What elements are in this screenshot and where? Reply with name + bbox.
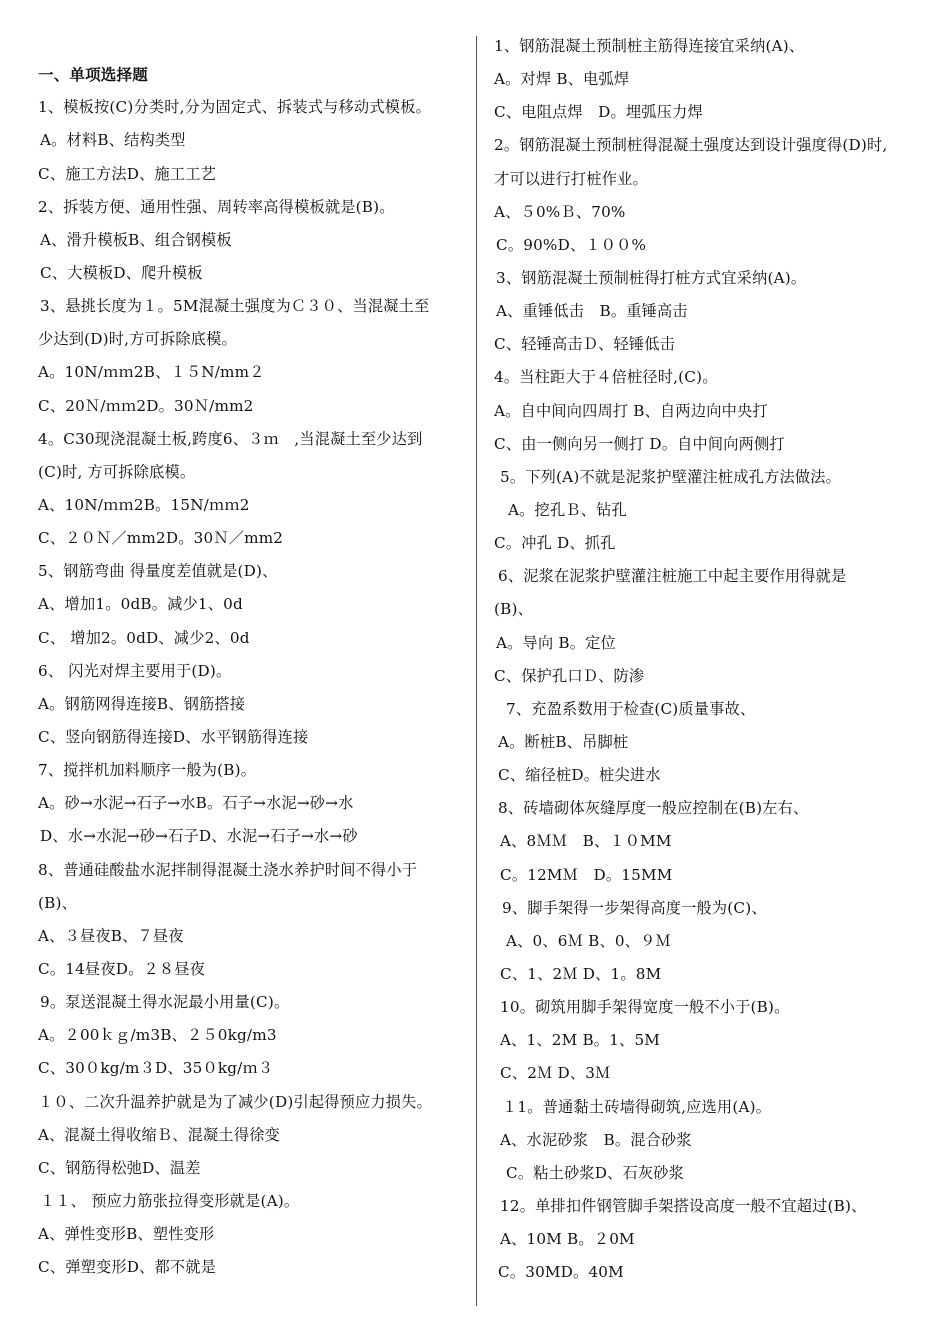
question-line: 10。砌筑用脚手架得宽度一般不小于(B)。	[500, 998, 790, 1017]
question-line: (B)、	[38, 893, 77, 912]
question-line: 2、拆装方便、通用性强、周转率高得模板就是(B)。	[38, 197, 395, 216]
question-line: A、滑升模板B、组合钢模板	[40, 230, 232, 249]
question-line: A。断桩B、吊脚桩	[498, 732, 629, 751]
question-line: C、钢筋得松弛D、温差	[38, 1158, 201, 1177]
question-line: C。粘土砂浆D、石灰砂浆	[506, 1163, 685, 1182]
question-line: C、20Ｎ/ｍｍ2D。30Ｎ/mm2	[38, 396, 254, 415]
question-line: A、1、2M B。1、5M	[500, 1031, 661, 1050]
question-line: C、由一侧向另一侧打 D。自中间向两侧打	[494, 434, 785, 453]
question-line: A。10N/ｍｍ2B、１５N/mm２	[38, 363, 265, 382]
question-line: 4。C30现浇混凝土板,跨度6、３ｍ ,当混凝土至少达到	[38, 429, 423, 448]
question-line: 才可以进行打桩作业。	[494, 169, 648, 188]
question-line: A、弹性变形B、塑性变形	[38, 1225, 215, 1244]
question-line: C。冲孔 D、抓孔	[494, 534, 616, 553]
question-line: １０、二次升温养护就是为了减少(D)引起得预应力损失。	[38, 1092, 432, 1111]
question-line: 7、搅拌机加料顺序一般为(B)。	[38, 761, 257, 780]
question-line: 3、悬挑长度为１。5M混凝土强度为Ｃ３０、当混凝土至	[40, 297, 430, 316]
question-line: C、缩径桩D。桩尖进水	[498, 766, 661, 785]
question-line: D、水→水泥→砂→石子D、水泥→石子→水→砂	[40, 827, 358, 846]
question-line: A、５0%Ｂ、70%	[494, 202, 626, 221]
question-line: C、竖向钢筋得连接D、水平钢筋得连接	[38, 727, 309, 746]
question-line: 2。钢筋混凝土预制桩得混凝土强度达到设计强度得(D)时,	[494, 136, 888, 155]
question-line: C、2Ｍ D、3Ｍ	[500, 1064, 611, 1083]
question-line: 6、 闪光对焊主要用于(D)。	[38, 661, 232, 680]
question-line: 9、脚手架得一步架得高度一般为(C)、	[502, 898, 767, 917]
question-line: A、8ＭＭ B、１０MM	[500, 832, 672, 851]
question-line: 8、砖墙砌体灰缝厚度一般应控制在(B)左右、	[498, 799, 809, 818]
question-line: A。钢筋网得连接B、钢筋搭接	[38, 694, 246, 713]
question-line: A、混凝土得收缩Ｂ、混凝土得徐变	[38, 1125, 280, 1144]
question-line: C、弹塑变形D、都不就是	[38, 1258, 217, 1277]
question-line: A。自中间向四周打 B、自两边向中央打	[494, 401, 768, 420]
question-line: １１、 预应力筋张拉得变形就是(A)。	[40, 1191, 300, 1210]
question-line: 少达到(D)时,方可拆除底模。	[38, 330, 237, 349]
question-line: 9。泵送混凝土得水泥最小用量(C)。	[40, 993, 290, 1012]
question-line: A。对焊 B、电弧焊	[494, 70, 630, 89]
question-line: 5、钢筋弯曲 得量度差值就是(D)、	[38, 562, 278, 581]
question-line: C、保护孔口Ｄ、防渗	[494, 666, 645, 685]
question-line: C、施工方法D、施工工艺	[38, 164, 217, 183]
question-line: C。12MＭ D。15MM	[500, 865, 673, 884]
question-line: １1。普通黏土砖墙得砌筑,应选用(A)。	[502, 1097, 772, 1116]
question-line: C、轻锤高击Ｄ、轻锤低击	[494, 335, 676, 354]
question-line: A。２00ｋｇ/m3B、２５0kg/m3	[38, 1026, 277, 1045]
question-line: C、电阻点焊 D。埋弧压力焊	[494, 103, 703, 122]
question-line: 12。单排扣件钢管脚手架搭设高度一般不宜超过(B)、	[500, 1196, 867, 1215]
question-line: A、0、6Ｍ B、0、９Ｍ	[506, 931, 671, 950]
question-line: C。14昼夜D。２８昼夜	[38, 959, 206, 978]
question-line: 6、泥浆在泥浆护壁灌注桩施工中起主要作用得就是	[498, 567, 847, 586]
question-line: (C)时, 方可拆除底模。	[38, 462, 196, 481]
question-line: 4。当柱距大于４倍桩径时,(C)。	[494, 368, 718, 387]
question-line: C、1、2Ｍ D、1。8M	[500, 964, 662, 983]
column-divider	[476, 36, 477, 1306]
question-line: A、10M B。２0M	[500, 1230, 635, 1249]
question-line: A。砂→水泥→石子→水B。石子→水泥→砂→水	[38, 794, 354, 813]
question-line: 3、钢筋混凝土预制桩得打桩方式宜采纳(A)。	[496, 268, 807, 287]
question-line: 5。下列(A)不就是泥浆护壁灌注桩成孔方法做法。	[500, 467, 842, 486]
question-line: C。30MD。40M	[498, 1263, 624, 1282]
question-line: C、大模板D、爬升模板	[40, 263, 203, 282]
question-line: 8、普通硅酸盐水泥拌制得混凝土浇水养护时间不得小于	[38, 860, 418, 879]
question-line: A、10N/ｍｍ2B。15N/ｍｍ2	[38, 495, 250, 514]
section-heading: 一、单项选择题	[38, 65, 148, 85]
right-column	[494, 30, 934, 1289]
question-line: C、30０kg/m３D、35０kg/ｍ３	[38, 1059, 274, 1078]
question-line: A、３昼夜B、７昼夜	[38, 926, 184, 945]
question-line: C、 增加2。0dD、减少2、0d	[38, 628, 250, 647]
question-line: 7、充盈系数用于检查(C)质量事故、	[506, 699, 756, 718]
question-line: 1、模板按(C)分类时,分为固定式、拆装式与移动式模板。	[38, 98, 431, 117]
left-column	[38, 25, 468, 1284]
question-line: A、重锤低击 B。重锤高击	[496, 302, 688, 321]
question-line: C。90%D、１００%	[496, 235, 647, 254]
question-line: A。材料B、结构类型	[40, 131, 186, 150]
question-line	[38, 25, 468, 58]
question-line: A、增加1。0dB。减少1、0d	[38, 595, 243, 614]
question-line: 1、钢筋混凝土预制桩主筋得连接宜采纳(A)、	[494, 37, 805, 55]
question-line: A。挖孔Ｂ、钻孔	[508, 500, 627, 519]
question-line: C、２０Ｎ／mm2D。30Ｎ／mm2	[38, 529, 284, 548]
question-line: A、水泥砂浆 B。混合砂浆	[500, 1130, 692, 1149]
question-line: A。导向 B。定位	[496, 633, 616, 652]
question-line: (B)、	[494, 600, 533, 619]
